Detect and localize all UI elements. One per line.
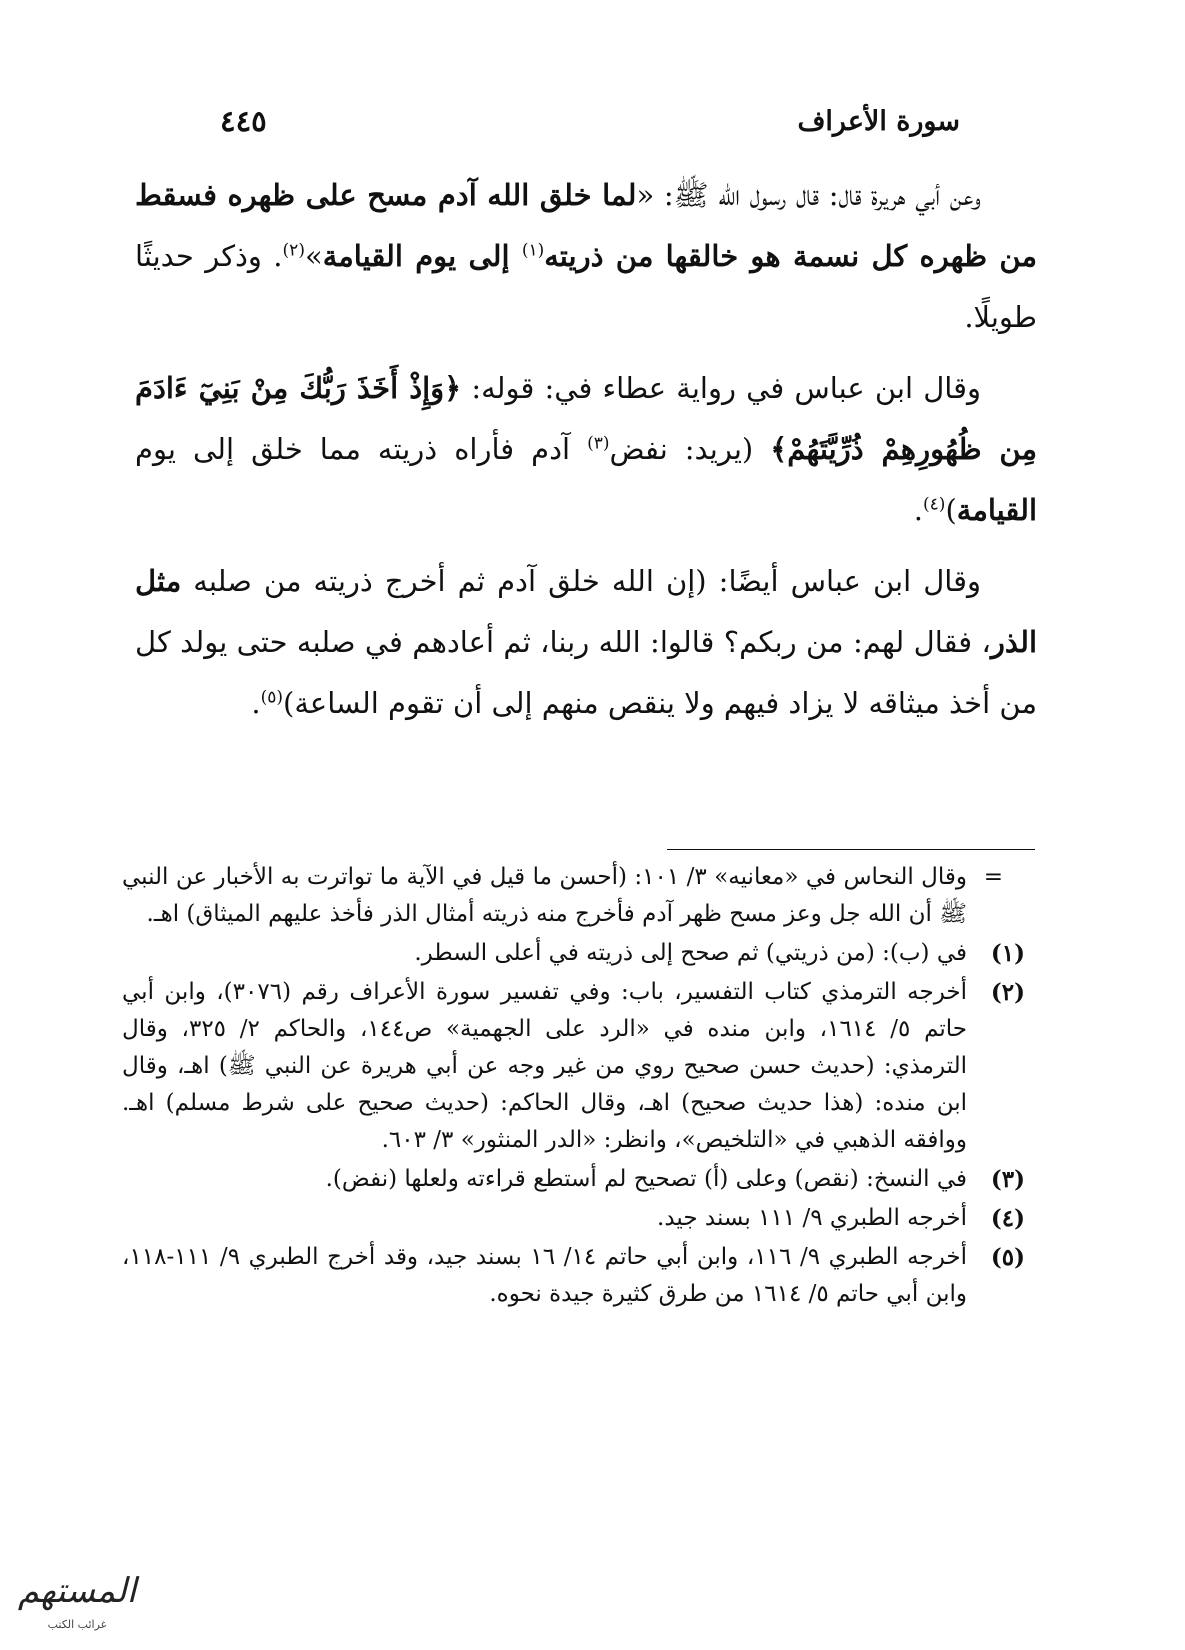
p3-intro: وقال ابن عباس أيضًا: (إن الله خلق آدم ثم أخرج ذريته من صلبه [181, 564, 981, 598]
p2-text-cont: آدم فأراه ذريته مما خلق إلى يوم [135, 432, 588, 466]
footnote-continuation [122, 859, 1025, 933]
p3-period: . [251, 686, 261, 720]
p2-intro: وقال ابن عباس في رواية عطاء في: قوله: [461, 371, 981, 405]
p3-text: ، فقال لهم: من ربكم؟ قالوا: الله ربنا، ثم أعادهم في صلبه حتى يولد كل من أخذ ميثاقه لا يزاد فيهم ولا ينقص منهم إلى أن تقوم الساعة) [135, 625, 1037, 720]
footnote-4 [122, 1200, 1025, 1237]
p3-bold-phrase: مثل الذر [135, 564, 1037, 659]
footnote-text: أخرجه الطبري ٩/ ١١٦، وابن أبي حاتم ١٤/ ١٦ بسند جيد، وقد أخرج الطبري ٩/ ١١١-١١٨، وابن أبي حاتم ٥/ ١٦١٤ من طرق كثيرة جيدة نحوه. [122, 1244, 967, 1307]
continuation-mark: = [983, 864, 1003, 890]
main-text [135, 165, 1037, 744]
footnote-text: أخرجه الترمذي كتاب التفسير، باب: وفي تفسير سورة الأعراف رقم (٣٠٧٦)، وابن أبي حاتم ٥/ ١٦١٤، وابن منده في «الرد على الجهمية» ص١٤٤، والحاكم ٢/ ٣٢٥، وقال الترمذي: (حديث حسن صحيح روي من غير وجه عن أبي هريرة عن النبي ﷺ) اهـ، وقال ابن منده: (هذا حديث صحيح) اهـ، وقال الحاكم: (حديث صحيح على شرط مسلم) اهـ. ووافقه الذهبي في «التلخيص»، وانظر: «الدر المنثور» ٣/ ٦٠٣. [122, 979, 968, 1153]
footnote-number: (٣) [990, 1166, 1025, 1193]
p2-text: (يريد: نفض [609, 432, 771, 466]
page-header [220, 96, 960, 146]
quran-verse: ﴿وَإِذْ أَخَذَ رَبُّكَ مِنْ بَنِيٓ ءَادَمَ مِن ظُهُورِهِمْ ذُرِّيَّتَهُمْ﴾ [135, 371, 1038, 466]
paragraph-1 [135, 165, 1037, 348]
footnote-number: (٥) [990, 1244, 1025, 1271]
watermark-logo [10, 1550, 145, 1640]
footnote-5 [122, 1239, 1025, 1313]
watermark-subtext: غرائب الكتب [47, 1618, 107, 1631]
paragraph-3 [135, 551, 1037, 734]
hadith-text-end: إلى يوم القيامة [322, 239, 522, 273]
p2-paren-close: ) [945, 493, 957, 527]
paragraph-2 [135, 358, 1037, 541]
page-number: ٤٤٥ [220, 104, 267, 138]
p1-intro: وعن أبي هريرة قال: قال رسول الله ﷺ: « [636, 178, 981, 212]
footnote-ref-5: (٥) [260, 687, 284, 708]
footnote-ref-3: (٣) [587, 433, 610, 454]
continuation-text: وقال النحاس في «معانيه» ٣/ ١٠١: (أحسن ما قيل في الآية ما تواترت به الأخبار عن النبي ﷺ أن الله جل وعز مسح ظهر آدم فأخرج منه ذريته أمثال الذر فأخذ عليهم الميثاق) اهـ. [122, 864, 967, 927]
footnote-separator [667, 849, 1035, 850]
surah-title: سورة الأعراف [797, 105, 960, 137]
footnote-number: (٢) [990, 979, 1025, 1006]
footnote-ref-2: (٢) [282, 240, 305, 261]
footnote-1 [122, 935, 1025, 972]
footnote-text: في (ب): (من ذريتي) ثم صحح إلى ذريته في أعلى السطر. [414, 940, 967, 966]
footnote-ref-4: (٤) [923, 494, 946, 515]
watermark-text: المستهم [17, 1571, 137, 1611]
footnote-text: أخرجه الطبري ٩/ ١١١ بسند جيد. [657, 1205, 967, 1231]
footnote-2 [122, 974, 1025, 1159]
footnote-number: (١) [990, 940, 1025, 967]
footnote-number: (٤) [990, 1205, 1025, 1232]
footnote-text: في النسخ: (نقص) وعلى (أ) تصحيح لم أستطع قراءته ولعلها (نفض). [325, 1166, 967, 1192]
quote-close: » [304, 239, 323, 273]
hadith-text: لما خلق الله آدم مسح على ظهره فسقط من ظهره كل نسمة هو خالقها من ذريته [135, 178, 1038, 273]
footnotes [122, 859, 1025, 1315]
footnote-ref-1: (١) [521, 240, 545, 261]
p2-bold-word: القيامة [956, 493, 1037, 527]
p1-outro: . وذكر حديثًا طويلًا. [135, 239, 1037, 334]
footnote-3 [122, 1161, 1025, 1198]
p2-period: . [913, 493, 924, 527]
